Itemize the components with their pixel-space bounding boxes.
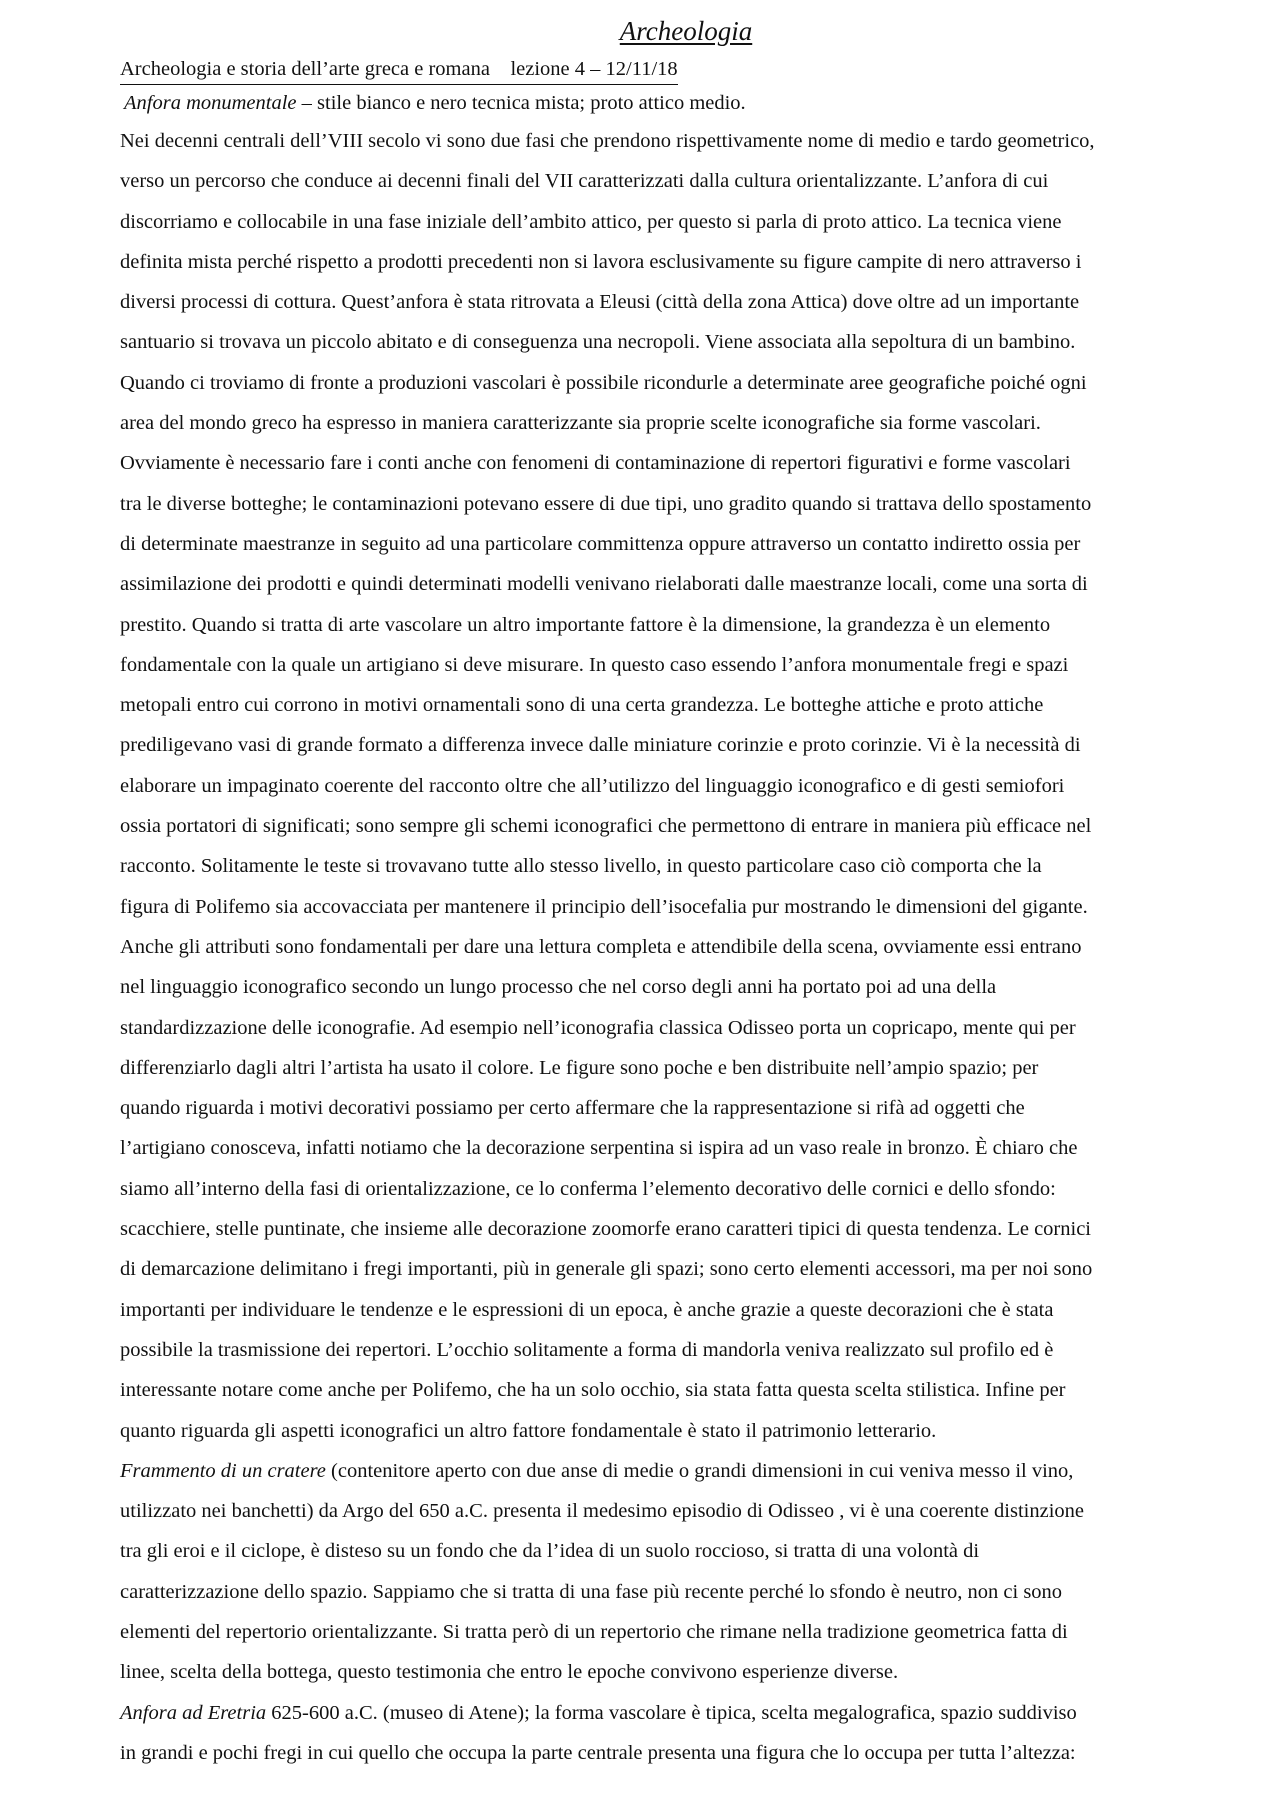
- p2-first-rest: (contenitore aperto con due anse di medie o grandi dimensioni in cui veniva messo il vino,: [325, 1459, 1074, 1482]
- text-line: di demarcazione delimitano i fregi importanti, più in generale gli spazi; sono certo elementi accessori, ma per noi sono: [120, 1258, 1093, 1281]
- text-line: definita mista perché rispetto a prodotti precedenti non si lavora esclusivamente su figure campite di nero attraverso i: [120, 250, 1082, 273]
- text-line: prestito. Quando si tratta di arte vascolare un altro importante fattore è la dimensione, la grandezza è un elemento: [120, 613, 1051, 636]
- paragraph-frammento-cratere: [120, 1451, 1252, 1693]
- text-line: interessante notare come anche per Polifemo, che ha un solo occhio, sia stata fatta questa scelta stilistica. Infine per: [120, 1379, 1066, 1402]
- text-line: standardizzazione delle iconografie. Ad esempio nell’iconografia classica Odisseo porta un copricapo, mente qui per: [120, 1016, 1076, 1039]
- text-line: tra gli eroi e il ciclope, è disteso su un fondo che da l’idea di un suolo roccioso, si tratta di una volontà di: [120, 1540, 980, 1563]
- text-line: siamo all’interno della fasi di orientalizzazione, ce lo conferma l’elemento decorativo delle cornici e dello sfondo:: [120, 1177, 1056, 1200]
- text-line: Ovviamente è necessario fare i conti anche con fenomeni di contaminazione di repertori figurativi e forme vascolari: [120, 452, 1071, 475]
- document-title: Archeologia: [619, 16, 753, 46]
- text-line: quanto riguarda gli aspetti iconografici un altro fattore fondamentale è stato il patrimonio letterario.: [120, 1419, 937, 1442]
- text-line: [120, 1693, 1252, 1733]
- text-line: Nei decenni centrali dell’VIII secolo vi sono due fasi che prendono rispettivamente nome di medio e tardo geometrico,: [120, 130, 1095, 152]
- text-line: importanti per individuare le tendenze e le espressioni di un epoca, è anche grazie a queste decorazioni che è stata: [120, 1298, 1054, 1321]
- lecture-header: Archeologia e storia dell’arte greca e romana lezione 4 – 12/11/18: [120, 54, 678, 85]
- document-body: [120, 85, 1252, 1773]
- text-line: diversi processi di cottura. Quest’anfora è stata ritrovata a Eleusi (città della zona Attica) dove oltre ad un importante: [120, 291, 1080, 314]
- p3-first-rest: 625-600 a.C. (museo di Atene); la forma vascolare è tipica, scelta megalografica, spazio suddiviso: [266, 1701, 1077, 1724]
- text-line: santuario si trovava un piccolo abitato e di conseguenza una necropoli. Viene associata alla sepoltura di un bambino.: [120, 331, 1076, 354]
- text-line: elementi del repertorio orientalizzante. Si tratta però di un repertorio che rimane nella tradizione geometrica fatta di: [120, 1620, 1068, 1643]
- text-line: figura di Polifemo sia accovacciata per mantenere il principio dell’isocefalia pur mostrando le dimensioni del gigante.: [120, 895, 1088, 918]
- text-line: tra le diverse botteghe; le contaminazioni potevano essere di due tipi, uno gradito quando si trattava dello spostamento: [120, 492, 1092, 515]
- text-line: metopali entro cui corrono in motivi ornamentali sono di una certa grandezza. Le botteghe attiche e proto attiche: [120, 694, 1044, 717]
- p3-lines: [120, 1733, 1252, 1773]
- text-line: nel linguaggio iconografico secondo un lungo processo che nel corso degli anni ha portato poi ad una della: [120, 976, 997, 999]
- text-line: utilizzato nei banchetti) da Argo del 650 a.C. presenta il medesimo episodio di Odisseo , vi è una coerente distinzione: [120, 1500, 1085, 1523]
- text-line: di determinate maestranze in seguito ad una particolare committenza oppure attraverso un contatto indiretto ossia per: [120, 532, 1081, 555]
- intro-line: [120, 85, 1252, 121]
- p2-lines: [120, 1491, 1252, 1692]
- p3-term: Anfora ad Eretria: [120, 1701, 267, 1724]
- text-line: differenziarlo dagli altri l’artista ha usato il colore. Le figure sono poche e ben distribuite nell’ampio spazio; per: [120, 1056, 1039, 1079]
- header-line-wrapper: [120, 54, 1252, 85]
- text-line: Quando ci troviamo di fronte a produzioni vascolari è possibile ricondurle a determinate aree geografiche poiché ogni: [120, 371, 1087, 394]
- paragraph-anfora-eretria: [120, 1693, 1252, 1774]
- text-line: verso un percorso che conduce ai decenni finali del VII caratterizzati dalla cultura orientalizzante. L’anfora di cui: [120, 170, 1049, 193]
- text-line: [120, 1451, 1252, 1491]
- text-line: l’artigiano conosceva, infatti notiamo che la decorazione serpentina si ispira ad un vaso reale in bronzo. È chiaro che: [120, 1137, 1078, 1160]
- paragraph-anfora-monumentale: [120, 121, 1252, 1451]
- intro-text: – stile bianco e nero tecnica mista; proto attico medio.: [296, 92, 746, 114]
- text-line: in grandi e pochi fregi in cui quello che occupa la parte centrale presenta una figura che lo occupa per tutta l’altezza:: [120, 1741, 1076, 1764]
- text-line: elaborare un impaginato coerente del racconto oltre che all’utilizzo del linguaggio iconografico e di gesti semiofori: [120, 774, 1065, 797]
- intro-term: Anfora monumentale: [124, 92, 297, 114]
- text-line: ossia portatori di significati; sono sempre gli schemi iconografici che permettono di entrare in maniera più efficace nel: [120, 815, 1092, 838]
- text-line: linee, scelta della bottega, questo testimonia che entro le epoche convivono esperienze diverse.: [120, 1661, 899, 1684]
- text-line: scacchiere, stelle puntinate, che insieme alle decorazione zoomorfe erano caratteri tipici di questa tendenza. Le cornici: [120, 1218, 1091, 1241]
- text-line: quando riguarda i motivi decorativi possiamo per certo affermare che la rappresentazione si rifà ad oggetti che: [120, 1097, 1025, 1120]
- text-line: prediligevano vasi di grande formato a differenza invece dalle miniature corinzie e proto corinzie. Vi è la necessità di: [120, 734, 1081, 757]
- document-page: [120, 14, 1252, 1773]
- text-line: assimilazione dei prodotti e quindi determinati modelli venivano rielaborati dalle maestranze locali, come una sorta di: [120, 573, 1088, 596]
- text-line: Anche gli attributi sono fondamentali per dare una lettura completa e attendibile della scena, ovviamente essi entrano: [120, 935, 1082, 958]
- text-line: discorriamo e collocabile in una fase iniziale dell’ambito attico, per questo si parla di proto attico. La tecnica viene: [120, 210, 1062, 233]
- text-line: caratterizzazione dello spazio. Sappiamo che si tratta di una fase più recente perché lo sfondo è neutro, non ci sono: [120, 1580, 1063, 1603]
- text-line: racconto. Solitamente le teste si trovavano tutte allo stesso livello, in questo particolare caso ciò comporta che la: [120, 855, 1042, 878]
- text-line: possibile la trasmissione dei repertori. L’occhio solitamente a forma di mandorla veniva realizzato sul profilo ed è: [120, 1338, 1054, 1361]
- p2-term: Frammento di un cratere: [120, 1459, 326, 1482]
- text-line: fondamentale con la quale un artigiano si deve misurare. In questo caso essendo l’anfora monumentale fregi e spazi: [120, 653, 1069, 676]
- text-line: area del mondo greco ha espresso in maniera caratterizzante sia proprie scelte iconografiche sia forme vascolari.: [120, 412, 1041, 435]
